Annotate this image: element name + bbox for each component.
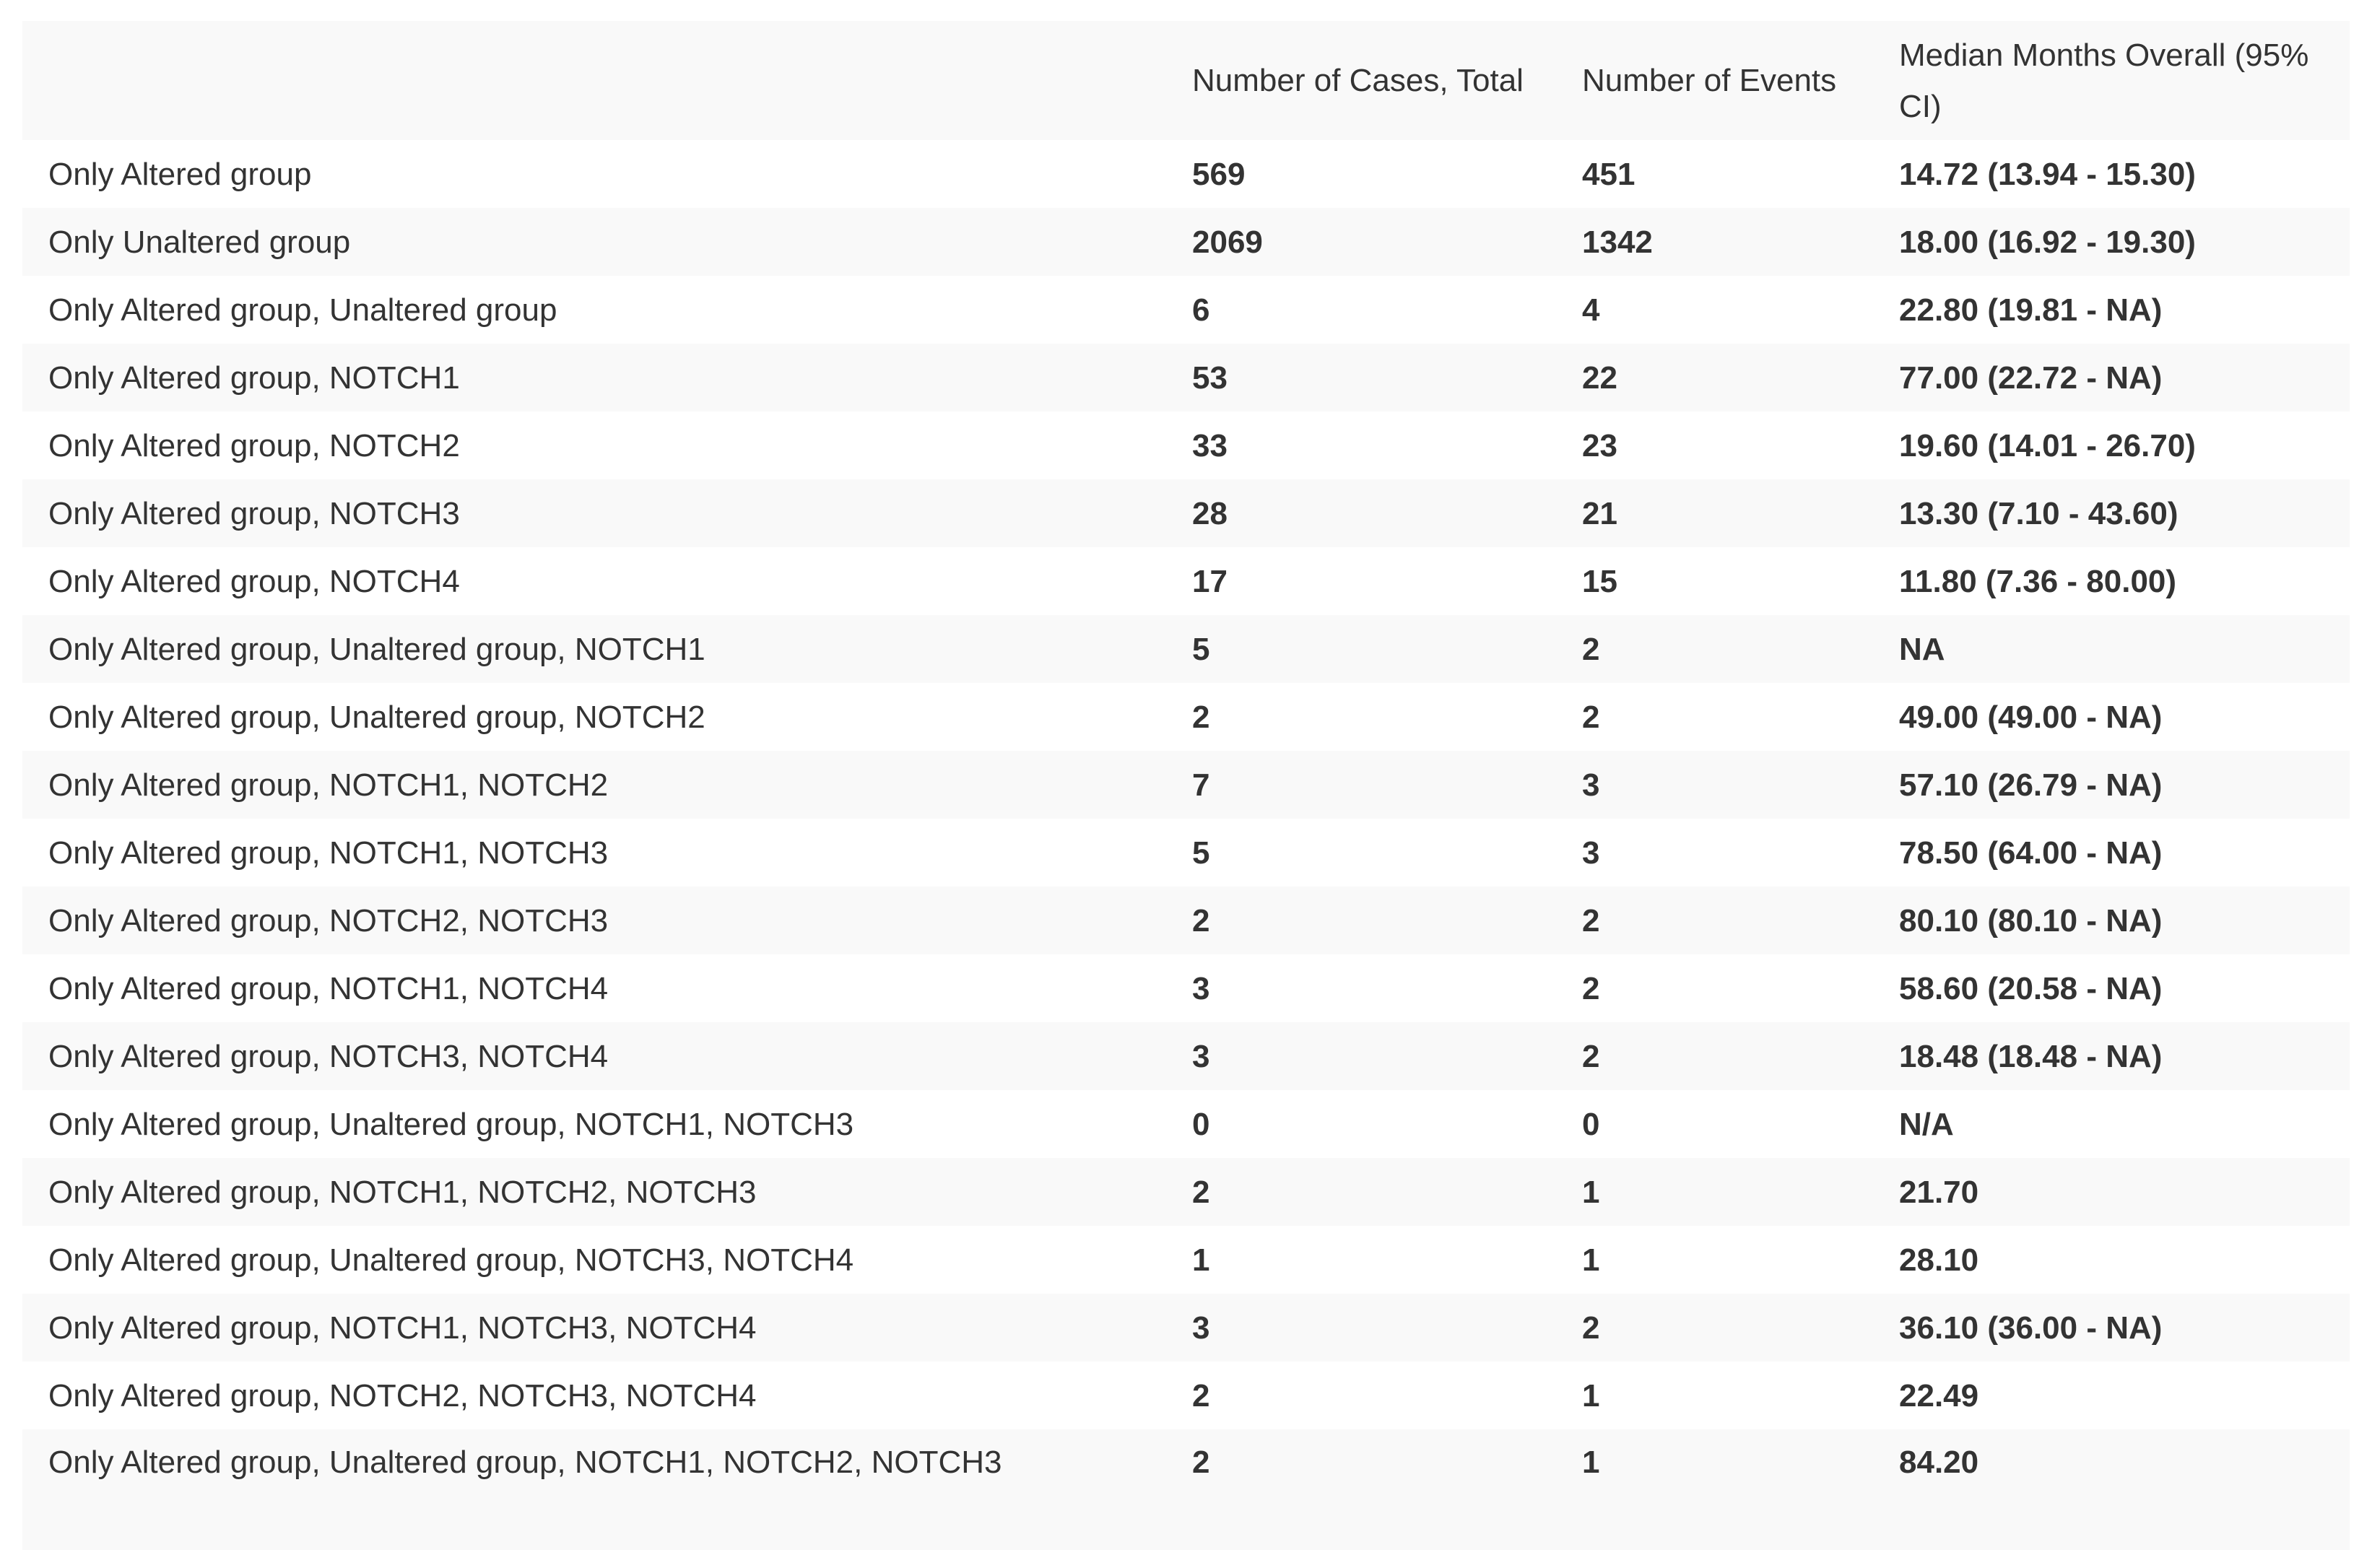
table-row xyxy=(22,1158,2350,1226)
cell-number-of-events: 2 xyxy=(1582,632,1600,667)
cell-number-of-cases: 2069 xyxy=(1192,225,1263,260)
cell-median-months: 14.72 (13.94 - 15.30) xyxy=(1899,157,2196,192)
cell-median-months: 18.00 (16.92 - 19.30) xyxy=(1899,225,2196,260)
cell-number-of-cases: 569 xyxy=(1192,157,1246,192)
cell-median-months: 21.70 xyxy=(1899,1175,1979,1210)
cell-group: Only Altered group, NOTCH1, NOTCH4 xyxy=(48,971,609,1006)
cell-number-of-events: 1342 xyxy=(1582,225,1653,260)
cell-median-months: N/A xyxy=(1899,1107,1954,1142)
cell-number-of-cases: 2 xyxy=(1192,1175,1210,1210)
cell-group: Only Altered group, NOTCH2 xyxy=(48,428,460,463)
cell-group: Only Altered group, Unaltered group, NOTCH1, NOTCH3 xyxy=(48,1107,854,1142)
cell-median-months: 13.30 (7.10 - 43.60) xyxy=(1899,496,2178,531)
table-row xyxy=(22,479,2350,547)
cell-group: Only Altered group, NOTCH4 xyxy=(48,564,460,599)
cell-number-of-events: 23 xyxy=(1582,428,1617,463)
survival-summary-table-container xyxy=(22,21,2350,1550)
cell-number-of-cases: 28 xyxy=(1192,496,1228,531)
cell-number-of-events: 21 xyxy=(1582,496,1617,531)
cell-number-of-cases: 2 xyxy=(1192,1445,1210,1480)
cell-group: Only Altered group, Unaltered group, NOTCH1, NOTCH2, NOTCH3 xyxy=(48,1445,1002,1480)
table-row xyxy=(22,954,2350,1022)
cell-median-months: 18.48 (18.48 - NA) xyxy=(1899,1039,2163,1074)
table-header-row xyxy=(22,21,2350,140)
cell-number-of-events: 451 xyxy=(1582,157,1635,192)
table-row xyxy=(22,344,2350,411)
cell-group: Only Altered group, NOTCH2, NOTCH3, NOTCH4 xyxy=(48,1378,757,1414)
header-median-months: Median Months Overall (95% CI) xyxy=(1899,37,2309,124)
cell-number-of-cases: 2 xyxy=(1192,903,1210,938)
table-body xyxy=(22,140,2350,1550)
cell-group: Only Altered group, NOTCH1, NOTCH3, NOTCH4 xyxy=(48,1310,757,1346)
table-row xyxy=(22,276,2350,344)
cell-group: Only Altered group, NOTCH3, NOTCH4 xyxy=(48,1039,609,1074)
cell-median-months: 19.60 (14.01 - 26.70) xyxy=(1899,428,2196,463)
cell-number-of-events: 1 xyxy=(1582,1175,1600,1210)
cell-number-of-cases: 5 xyxy=(1192,632,1210,667)
table-row xyxy=(22,1022,2350,1090)
cell-group: Only Altered group, Unaltered group xyxy=(48,292,557,328)
cell-number-of-events: 1 xyxy=(1582,1378,1600,1414)
table-row xyxy=(22,1226,2350,1294)
cell-number-of-events: 2 xyxy=(1582,1310,1600,1346)
cell-number-of-cases: 5 xyxy=(1192,835,1210,871)
cell-group: Only Altered group, NOTCH1 xyxy=(48,360,460,396)
table-row xyxy=(22,1294,2350,1362)
cell-median-months: 49.00 (49.00 - NA) xyxy=(1899,700,2163,735)
cell-median-months: NA xyxy=(1899,632,1945,667)
cell-number-of-events: 2 xyxy=(1582,971,1600,1006)
table-row xyxy=(22,683,2350,751)
cell-number-of-cases: 0 xyxy=(1192,1107,1210,1142)
cell-number-of-cases: 7 xyxy=(1192,767,1210,803)
cell-number-of-cases: 3 xyxy=(1192,1039,1210,1074)
cell-group: Only Altered group, NOTCH1, NOTCH3 xyxy=(48,835,609,871)
table-row xyxy=(22,887,2350,954)
cell-group: Only Altered group, Unaltered group, NOTCH1 xyxy=(48,632,705,667)
cell-group: Only Altered group, Unaltered group, NOTCH2 xyxy=(48,700,705,735)
cell-median-months: 77.00 (22.72 - NA) xyxy=(1899,360,2163,396)
cell-number-of-events: 2 xyxy=(1582,700,1600,735)
cell-number-of-events: 4 xyxy=(1582,292,1600,328)
cell-group: Only Altered group, NOTCH1, NOTCH2, NOTCH3 xyxy=(48,1175,757,1210)
cell-group: Only Altered group, NOTCH1, NOTCH2 xyxy=(48,767,609,803)
cell-number-of-events: 15 xyxy=(1582,564,1617,599)
cell-number-of-events: 3 xyxy=(1582,835,1600,871)
table-row xyxy=(22,1362,2350,1429)
header-number-of-events: Number of Events xyxy=(1582,63,1837,98)
cell-number-of-events: 2 xyxy=(1582,1039,1600,1074)
cell-median-months: 80.10 (80.10 - NA) xyxy=(1899,903,2163,938)
table-row xyxy=(22,615,2350,683)
cell-number-of-cases: 53 xyxy=(1192,360,1228,396)
table-row xyxy=(22,411,2350,479)
cell-number-of-cases: 2 xyxy=(1192,1378,1210,1414)
table-row xyxy=(22,547,2350,615)
table-row xyxy=(22,819,2350,887)
cell-median-months: 36.10 (36.00 - NA) xyxy=(1899,1310,2163,1346)
table-row xyxy=(22,208,2350,276)
survival-summary-table xyxy=(22,21,2350,1550)
cell-number-of-events: 1 xyxy=(1582,1445,1600,1480)
cell-group: Only Altered group, NOTCH3 xyxy=(48,496,460,531)
table-row xyxy=(22,140,2350,208)
cell-group: Only Altered group xyxy=(48,157,312,192)
cell-median-months: 28.10 xyxy=(1899,1242,1979,1278)
cell-number-of-cases: 6 xyxy=(1192,292,1210,328)
cell-number-of-cases: 3 xyxy=(1192,1310,1210,1346)
cell-number-of-cases: 17 xyxy=(1192,564,1228,599)
cell-number-of-cases: 3 xyxy=(1192,971,1210,1006)
cell-median-months: 22.49 xyxy=(1899,1378,1979,1414)
cell-number-of-events: 1 xyxy=(1582,1242,1600,1278)
cell-number-of-cases: 2 xyxy=(1192,700,1210,735)
cell-number-of-cases: 1 xyxy=(1192,1242,1210,1278)
cell-median-months: 22.80 (19.81 - NA) xyxy=(1899,292,2163,328)
table-row xyxy=(22,1429,2350,1550)
cell-number-of-events: 0 xyxy=(1582,1107,1600,1142)
table-row xyxy=(22,751,2350,819)
cell-group: Only Unaltered group xyxy=(48,225,351,260)
cell-number-of-cases: 33 xyxy=(1192,428,1228,463)
cell-median-months: 78.50 (64.00 - NA) xyxy=(1899,835,2163,871)
cell-number-of-events: 22 xyxy=(1582,360,1617,396)
cell-median-months: 57.10 (26.79 - NA) xyxy=(1899,767,2163,803)
header-group xyxy=(22,21,1166,140)
table-row xyxy=(22,1090,2350,1158)
cell-group: Only Altered group, NOTCH2, NOTCH3 xyxy=(48,903,609,938)
cell-median-months: 84.20 xyxy=(1899,1445,1979,1480)
cell-median-months: 58.60 (20.58 - NA) xyxy=(1899,971,2163,1006)
cell-group: Only Altered group, Unaltered group, NOTCH3, NOTCH4 xyxy=(48,1242,854,1278)
cell-number-of-events: 3 xyxy=(1582,767,1600,803)
table-header xyxy=(22,21,2350,140)
header-number-of-cases: Number of Cases, Total xyxy=(1192,63,1524,98)
cell-median-months: 11.80 (7.36 - 80.00) xyxy=(1899,564,2177,599)
cell-number-of-events: 2 xyxy=(1582,903,1600,938)
